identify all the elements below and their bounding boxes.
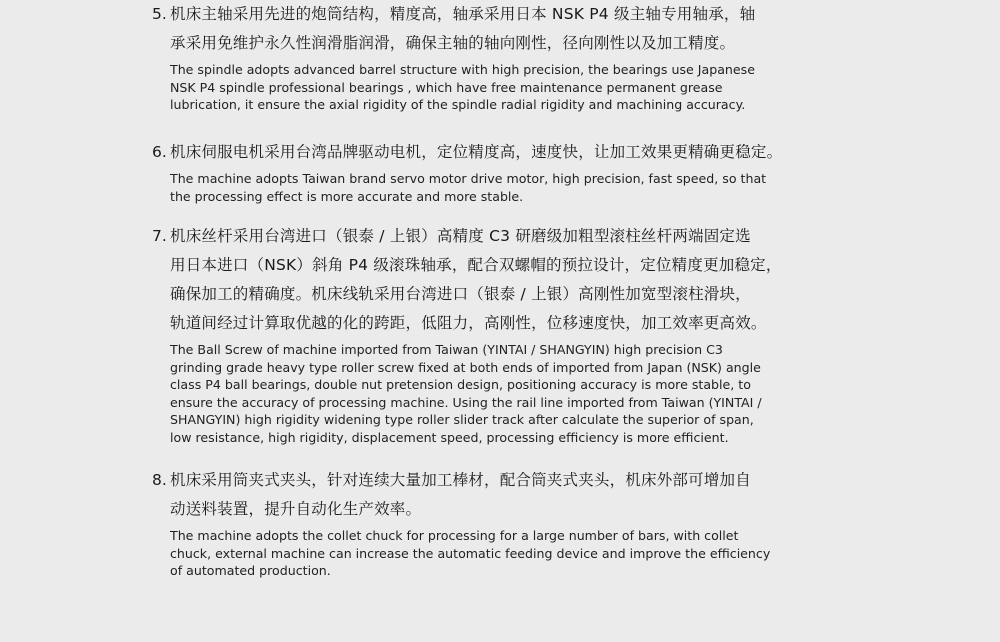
item-number: 6.	[152, 143, 167, 161]
en-line: SHANGYIN) high rigidity widening type roller slider track after calculate the superior of span,	[170, 412, 754, 428]
en-line: grinding grade heavy type roller screw fixed at both ends of imported from Japan (NSK) angle	[170, 359, 761, 375]
zh-line: 动送料装置，提升自动化生产效率。	[170, 500, 422, 518]
zh-line: 机床丝杆采用台湾进口（银泰 / 上银）高精度 C3 研磨级加粗型滚柱丝杆两端固定选	[170, 227, 751, 245]
feature-item-5	[152, 0, 832, 114]
en-line: the processing effect is more accurate and more stable.	[170, 188, 524, 204]
item-number: 7.	[152, 227, 167, 245]
en-line: The Ball Screw of machine imported from Taiwan (YINTAI / SHANGYIN) high precision C3	[170, 342, 723, 357]
zh-paragraph	[152, 222, 832, 338]
en-line: The machine adopts the collet chuck for processing for a large number of bars, with collet	[170, 528, 739, 543]
en-line: The machine adopts Taiwan brand servo motor drive motor, high precision, fast speed, so that	[170, 171, 767, 186]
zh-paragraph	[152, 466, 832, 524]
zh-paragraph	[152, 138, 832, 167]
item-number: 8.	[152, 471, 167, 489]
feature-item-8	[152, 466, 832, 580]
en-line: lubrication, it ensure the axial rigidity of the spindle radial rigidity and machining accuracy.	[170, 97, 746, 113]
zh-line: 轨道间经过计算取优越的化的跨距，低阻力，高刚性，位移速度快，加工效率更高效。	[170, 314, 767, 332]
en-paragraph	[170, 170, 832, 205]
en-line: The spindle adopts advanced barrel structure with high precision, the bearings use Japanese	[170, 62, 755, 77]
zh-paragraph	[152, 0, 832, 58]
zh-line: 承采用免维护永久性润滑脂润滑，确保主轴的轴向刚性，径向刚性以及加工精度。	[170, 34, 736, 52]
zh-line: 机床伺服电机采用台湾品牌驱动电机，定位精度高，速度快，让加工效果更精确更稳定。	[170, 143, 783, 161]
zh-line: 确保加工的精确度。机床线轨采用台湾进口（银泰 / 上银）高刚性加宽型滚柱滑块，	[170, 285, 751, 303]
en-line: low resistance, high rigidity, displacement speed, processing efficiency is more efficient.	[170, 429, 729, 445]
en-line: class P4 ball bearings, double nut pretension design, positioning accuracy is more stable, to	[170, 377, 751, 393]
en-paragraph	[170, 61, 832, 114]
feature-item-7	[152, 222, 832, 447]
en-line: ensure the accuracy of processing machine. Using the rail line imported from Taiwan (YINTAI /	[170, 394, 762, 410]
en-paragraph	[170, 527, 832, 580]
en-line: chuck, external machine can increase the automatic feeding device and improve the efficiency	[170, 545, 771, 561]
item-number: 5.	[152, 5, 167, 23]
zh-line: 机床主轴采用先进的炮筒结构，精度高，轴承采用日本 NSK P4 级主轴专用轴承，轴	[170, 5, 756, 23]
zh-line: 用日本进口（NSK）斜角 P4 级滚珠轴承，配合双螺帽的预拉设计，定位精度更加稳定，	[170, 256, 782, 274]
en-line: NSK P4 spindle professional bearings , which have free maintenance permanent grease	[170, 79, 723, 95]
en-paragraph	[170, 341, 832, 447]
en-line: of automated production.	[170, 563, 331, 579]
zh-line: 机床采用筒夹式夹头，针对连续大量加工棒材，配合筒夹式夹头，机床外部可增加自	[170, 471, 751, 489]
feature-item-6	[152, 138, 832, 205]
